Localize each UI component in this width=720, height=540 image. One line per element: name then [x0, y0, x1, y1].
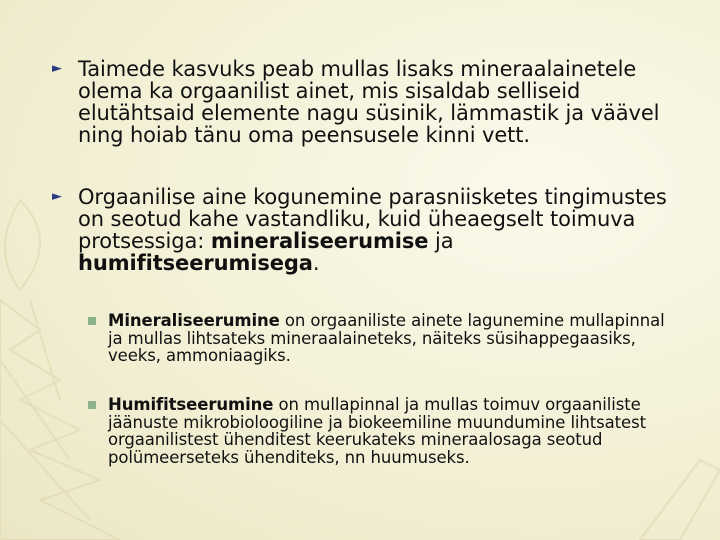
subbullet-text-1-body: on orgaaniliste ainete lagunemine mullapinnal ja mullas lihtsateks mineraalaineteks, näiteks süsihappegaasiks, veeks, ammoniaagiks. [108, 311, 665, 365]
term-humifitseerumisega: humifitseerumisega [78, 251, 313, 275]
subbullet-text-2 [108, 396, 678, 466]
term-mineraliseerumise: mineraliseerumise [210, 229, 429, 253]
bullet-text-2-end: . [312, 251, 320, 275]
right-arrow-bullet-icon: ► [52, 61, 62, 76]
bullet-text-2-before: Orgaanilise aine kogunemine parasniisketes tingimustes on seotud kahe vastandliku, kuid üheaegselt toimuva protsessiga: [78, 185, 667, 253]
term-mineraliseerumine: Mineraliseerumine [108, 311, 280, 330]
right-arrow-bullet-icon: ► [52, 189, 62, 204]
green-square-bullet-icon [88, 401, 96, 409]
bullet-text-1: Taimede kasvuks peab mullas lisaks mineraalainetele olema ka orgaanilist ainet, mis sisaldab selliseid elutähtsaid elemente nagu süsinik, lämmastik ja väävel ning hoiab tänu oma peensusele kinni vett. [78, 57, 660, 147]
subbullet-text-2-body: on mullapinnal ja mullas toimuv orgaaniliste jäänuste mikrobioloogiline ja biokeemiline muundumine lihtsatest orgaanilistest ühenditest keerukateks mineraalosaga seotud polümeerseteks ühenditeks, nn huumuseks. [108, 395, 646, 467]
bullet-text-2 [78, 186, 692, 274]
bullet-item-1 [52, 58, 692, 146]
green-square-bullet-icon [88, 317, 96, 325]
subbullet-item-2 [88, 396, 678, 466]
subbullet-text-1 [108, 312, 678, 365]
subbullet-item-1 [88, 312, 678, 365]
term-humifitseerumine: Humifitseerumine [108, 395, 274, 414]
bullet-item-2 [52, 186, 692, 274]
bullet-text-2-mid: ja [428, 229, 454, 253]
